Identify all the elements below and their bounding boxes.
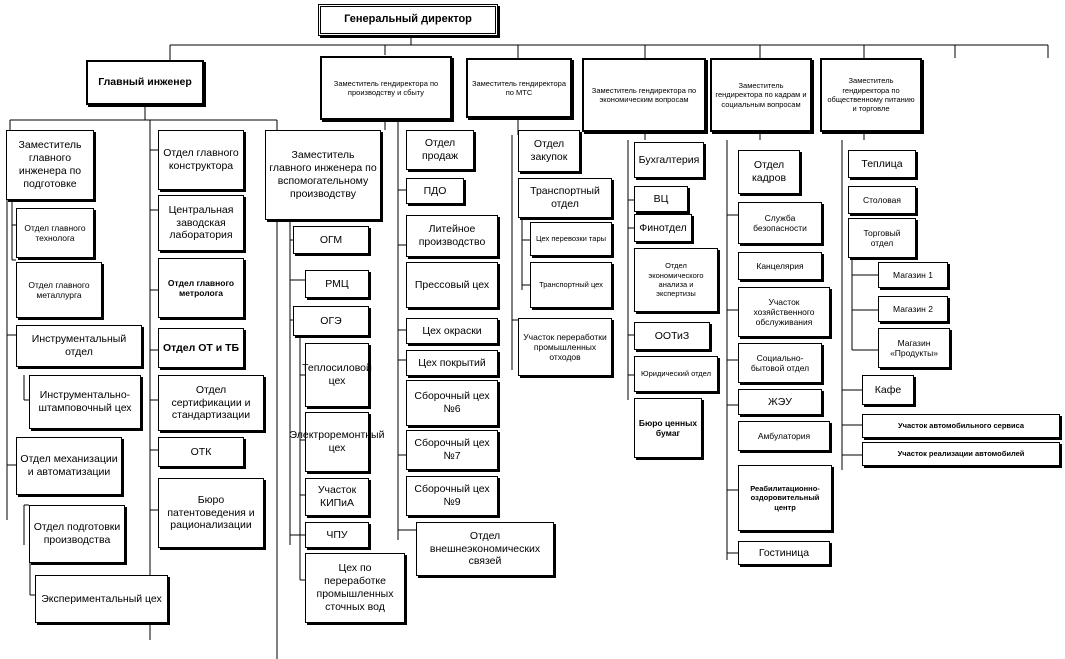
unit-press-shop: Прессовый цех	[406, 262, 498, 308]
unit-chpu: ЧПУ	[305, 522, 369, 548]
deputy-economics: Заместитель гендиректора по экономическим вопросам	[582, 58, 706, 132]
unit-kipia: Участок КИПиА	[305, 478, 369, 516]
unit-social-dept: Социально-бытовой отдел	[738, 343, 822, 383]
unit-greenhouse: Теплица	[848, 150, 916, 178]
unit-household-service: Участок хозяйственного обслуживания	[738, 287, 830, 337]
unit-cafe: Кафе	[862, 375, 914, 405]
unit-hr: Отдел кадров	[738, 150, 800, 194]
unit-hotel: Гостиница	[738, 541, 830, 565]
unit-industrial-waste: Участок переработки промышленных отходов	[518, 318, 612, 376]
unit-rehab-center: Реабилитационно-оздоровительный центр	[738, 465, 832, 531]
unit-deputy-aux-production: Заместитель главного инженера по вспомогательному производству	[265, 130, 381, 220]
unit-otk: ОТК	[158, 437, 244, 467]
unit-trade-dept: Торговый отдел	[848, 218, 916, 258]
unit-chief-metrologist: Отдел главного метролога	[158, 258, 244, 318]
unit-deputy-chief-engineer-prep: Заместитель главного инженера по подготовке	[6, 130, 94, 200]
unit-heat-power-shop: Теплосиловой цех	[305, 343, 369, 407]
unit-painting-shop: Цех окраски	[406, 318, 498, 344]
unit-finance-dept: Финотдел	[634, 214, 692, 242]
unit-transport-shop: Транспортный цех	[530, 262, 612, 308]
unit-experimental-shop: Экспериментальный цех	[35, 575, 168, 623]
unit-ot-tb: Отдел ОТ и ТБ	[158, 328, 244, 368]
unit-certification: Отдел сертификации и стандартизации	[158, 375, 264, 431]
unit-store-products: Магазин «Продукты»	[878, 328, 950, 368]
unit-procurement: Отдел закупок	[518, 130, 580, 172]
unit-electro-repair-shop: Электроремонтный цех	[305, 412, 369, 472]
unit-canteen: Столовая	[848, 186, 916, 214]
chief-engineer: Главный инженер	[86, 60, 204, 105]
unit-oge: ОГЭ	[293, 306, 369, 336]
unit-patent-bureau: Бюро патентоведения и рационализации	[158, 478, 264, 548]
unit-accounting: Бухгалтерия	[634, 142, 704, 178]
unit-tare-shop: Цех перевозки тары	[530, 222, 612, 256]
unit-production-prep: Отдел подготовки производства	[29, 505, 125, 563]
unit-legal-dept: Юридический отдел	[634, 356, 718, 392]
unit-car-service: Участок автомобильного сервиса	[862, 414, 1060, 438]
unit-rmc: РМЦ	[305, 270, 369, 298]
deputy-personnel: Заместитель гендиректора по кадрам и социальным вопросам	[710, 58, 812, 132]
unit-vc: ВЦ	[634, 186, 688, 212]
unit-coating-shop: Цех покрытий	[406, 350, 498, 376]
unit-sales-dept: Отдел продаж	[406, 130, 474, 170]
unit-wastewater-shop: Цех по переработке промышленных сточных вод	[305, 553, 405, 623]
unit-assembly-7: Сборочный цех №7	[406, 430, 498, 470]
unit-ogm: ОГМ	[293, 226, 369, 254]
unit-store-2: Магазин 2	[878, 296, 948, 322]
unit-chief-metallurgist: Отдел главного металлурга	[16, 262, 102, 318]
deputy-catering: Заместитель гендиректора по общественному питанию и торговле	[820, 58, 922, 132]
general-director: Генеральный директор	[318, 4, 498, 36]
unit-foundry: Литейное производство	[406, 215, 498, 257]
unit-securities-bureau: Бюро ценных бумаг	[634, 398, 702, 458]
unit-chancellery: Канцелярия	[738, 252, 822, 280]
unit-central-lab: Центральная заводская лаборатория	[158, 195, 244, 251]
unit-mechanization: Отдел механизации и автоматизации	[16, 437, 122, 495]
unit-transport-dept: Транспортный отдел	[518, 178, 612, 218]
unit-zheu: ЖЭУ	[738, 389, 822, 415]
unit-store-1: Магазин 1	[878, 262, 948, 288]
unit-clinic: Амбулатория	[738, 421, 830, 451]
unit-pdo: ПДО	[406, 178, 464, 204]
unit-foreign-economic: Отдел внешнеэкономических связей	[416, 522, 554, 576]
unit-tool-stamping-shop: Инструментально-штамповочный цех	[29, 375, 141, 429]
unit-assembly-6: Сборочный цех №6	[406, 380, 498, 426]
unit-ootiz: ООТиЗ	[634, 322, 710, 350]
unit-chief-designer: Отдел главного конструктора	[158, 130, 244, 190]
deputy-production: Заместитель гендиректора по производству и сбыту	[320, 56, 452, 120]
deputy-mts: Заместитель гендиректора по МТС	[466, 58, 572, 118]
unit-assembly-9: Сборочный цех №9	[406, 476, 498, 516]
unit-tool-department: Инструментальный отдел	[16, 325, 142, 367]
unit-car-sales: Участок реализации автомобилей	[862, 442, 1060, 466]
unit-security-service: Служба безопасности	[738, 202, 822, 244]
unit-chief-technologist: Отдел главного технолога	[16, 208, 94, 258]
unit-economic-analysis: Отдел экономического анализа и экспертизы	[634, 248, 718, 312]
